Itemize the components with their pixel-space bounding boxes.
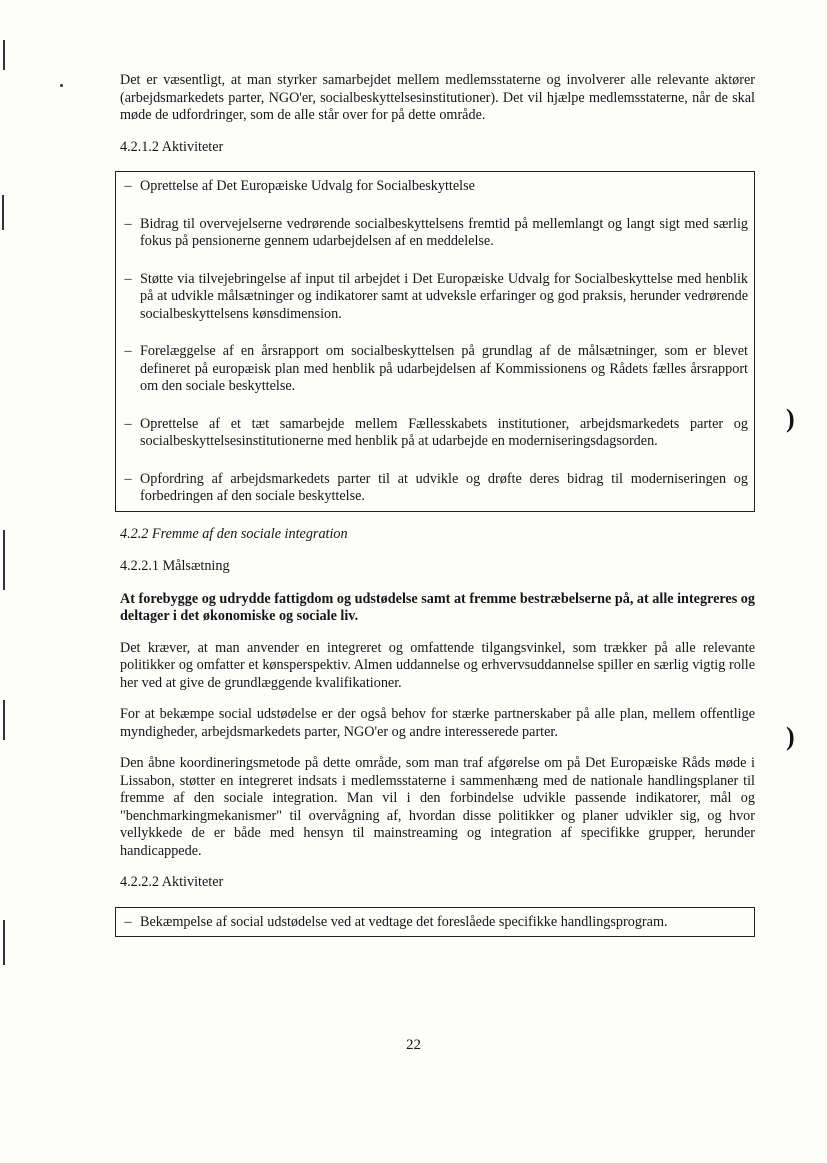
list-item bbox=[116, 210, 748, 256]
dash-bullet: – bbox=[124, 913, 132, 930]
list-item bbox=[116, 172, 748, 201]
activities-box-2 bbox=[115, 907, 755, 938]
body-paragraph: Den åbne koordineringsmetode på dette område, som man traf afgørelse om på Det Europæiske Råds møde i Lissabon, støtter en integreret indsats i medlemsstaterne i sammenhæng med de nationale handlingsplaner til fremme af den sociale integration. Man vil i den forbindelse udvikle passende indikatorer, mål og "benchmarkingmekanismer" til overvågning af, hvordan disse politikker og planer udvikler sig, og hvor vellykkede de er både med hensyn til mainstreaming og integration af specifikke grupper, herunder handicappede. bbox=[120, 755, 755, 859]
section-heading-4-2-2: 4.2.2 Fremme af den sociale integration bbox=[120, 525, 348, 542]
list-item bbox=[116, 908, 748, 937]
body-paragraph: For at bekæmpe social udstødelse er der også behov for stærke partnerskaber på alle plan, mellem offentlige myndigheder, arbejdsmarkedets parter, NGO'er og andre interesserede parter. bbox=[120, 706, 755, 740]
page-number: 22 bbox=[406, 1037, 421, 1053]
scan-mark bbox=[60, 84, 63, 87]
list-item-text: Forelæggelse af en årsrapport om socialbeskyttelsen på grundlag af de målsætninger, som er blevet defineret på europæisk plan med henblik på udarbejdelsen af Kommissionens og Rådets fælles årsrapport om den sociale beskyttelse. bbox=[140, 343, 748, 394]
list-item-text: Bekæmpelse af social udstødelse ved at vedtage det foreslåede specifikke handlingsprogram. bbox=[140, 913, 668, 930]
dash-bullet: – bbox=[124, 415, 132, 432]
scan-mark bbox=[2, 195, 4, 230]
list-item-text: Støtte via tilvejebringelse af input til arbejdet i Det Europæiske Udvalg for Socialbeskyttelse med henblik på at udvikle målsætninger og indikatorer samt at udveksle erfaringer og god praksis, herunder vedrørende socialbeskyttelsens kønsdimension. bbox=[140, 270, 748, 322]
list-item-text: Bidrag til overvejelserne vedrørende socialbeskyttelsens fremtid på mellemlangt og langt sigt med særlig fokus på pensionerne gennem udarbejdelsen af en meddelelse. bbox=[140, 215, 748, 249]
dash-bullet: – bbox=[124, 215, 132, 232]
list-item-text: Oprettelse af Det Europæiske Udvalg for Socialbeskyttelse bbox=[140, 178, 475, 194]
margin-bracket-mark: ) bbox=[786, 404, 795, 433]
list-item-text: Opfordring af arbejdsmarkedets parter til at udvikle og drøfte deres bidrag til moderniseringen og forbedringen af den sociale beskyttelse. bbox=[140, 470, 748, 504]
objective-statement: At forebygge og udrydde fattigdom og udstødelse samt at fremme bestræbelserne på, at alle integreres og deltager i det økonomiske og sociale liv. bbox=[120, 590, 755, 624]
scan-mark bbox=[3, 700, 5, 740]
intro-paragraph: Det er væsentligt, at man styrker samarbejdet mellem medlemsstaterne og involverer alle relevante aktører (arbejdsmarkedets parter, NGO'er, socialbeskyttelsesinstitutioner). Det vil hjælpe medlemsstaterne, når de skal møde de udfordringer, som de alle står over for på dette område. bbox=[120, 72, 755, 123]
dash-bullet: – bbox=[124, 270, 132, 287]
scan-mark bbox=[3, 920, 5, 965]
document-body bbox=[120, 72, 755, 951]
activities-box bbox=[115, 171, 755, 512]
section-heading-4-2-2-2: 4.2.2.2 Aktiviteter bbox=[120, 874, 224, 890]
list-item bbox=[116, 465, 748, 511]
margin-bracket-mark: ) bbox=[786, 722, 795, 751]
section-heading-4-2-2-1: 4.2.2.1 Målsætning bbox=[120, 558, 230, 574]
scan-mark bbox=[3, 40, 5, 70]
list-item bbox=[116, 337, 748, 401]
list-item bbox=[116, 265, 748, 329]
section-heading-4-2-1-2: 4.2.1.2 Aktiviteter bbox=[120, 138, 224, 155]
dash-bullet: – bbox=[124, 178, 132, 194]
list-item-text: Oprettelse af et tæt samarbejde mellem Fællesskabets institutioner, arbejdsmarkedets parter og socialbeskyttelsesinstitutionerne med henblik på at udarbejde en moderniseringsdagsorden. bbox=[140, 415, 748, 449]
dash-bullet: – bbox=[124, 470, 132, 487]
scan-mark bbox=[3, 530, 5, 590]
list-item bbox=[116, 410, 748, 456]
dash-bullet: – bbox=[124, 343, 132, 359]
body-paragraph: Det kræver, at man anvender en integreret og omfattende tilgangsvinkel, som trækker på alle relevante politikker og omfatter et kønsperspektiv. Almen uddannelse og erhvervsuddannelse spiller en særlig vigtig rolle her ved at give de grundlæggende kvalifikationer. bbox=[120, 639, 755, 691]
